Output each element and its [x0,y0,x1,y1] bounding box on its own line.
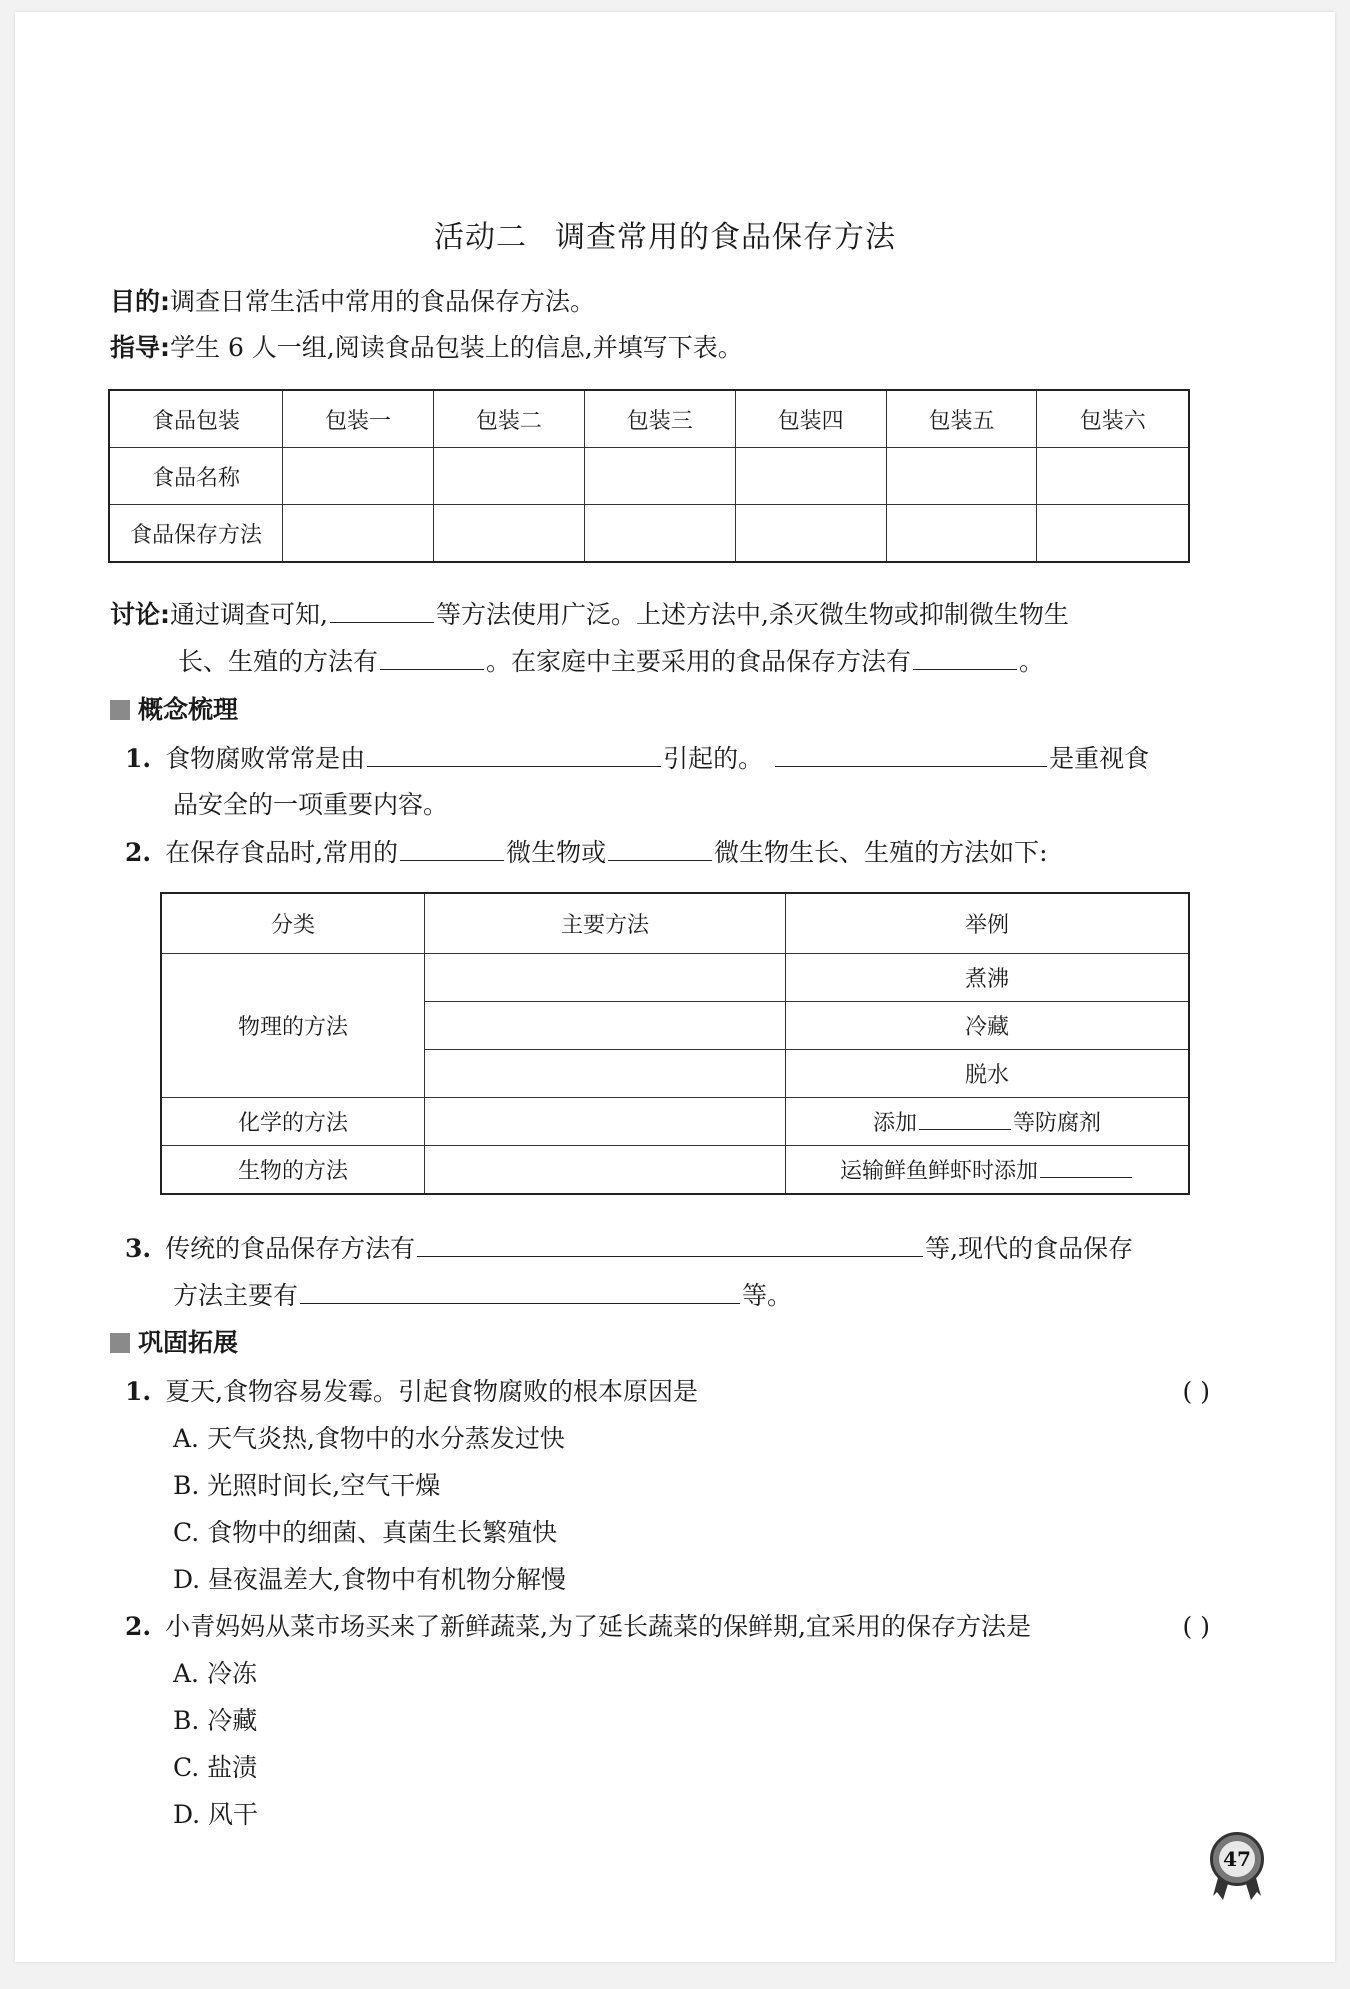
fill-cell[interactable] [283,448,434,505]
question-text: 微生物生长、生殖的方法如下: [714,838,1048,867]
fill-cell[interactable] [433,448,584,505]
answer-blank[interactable] [608,834,712,861]
fill-cell[interactable] [283,505,434,563]
answer-blank[interactable] [330,596,434,623]
section-consolidation [110,1325,238,1361]
question-text: 是重视食 [1049,744,1150,773]
guide-line [110,330,743,366]
question-3 [125,1230,1133,1267]
discussion-line-1 [110,596,1069,633]
fill-cell[interactable] [425,1050,786,1098]
question-text: 品安全的一项重要内容。 [173,790,449,819]
option-a[interactable]: A. 冷冻 [173,1659,257,1688]
fill-cell[interactable] [433,505,584,563]
preservation-methods-table [160,892,1190,1195]
example-cell-biological [786,1146,1190,1195]
question-text: 等。 [742,1281,793,1310]
answer-blank[interactable] [913,643,1017,670]
section-title: 巩固拓展 [138,1328,239,1357]
table-header-cell: 包装三 [584,390,735,448]
question-3-cont [173,1277,792,1314]
table-row [109,448,1189,505]
question-text: 夏天,食物容易发霉。引起食物腐败的根本原因是 [165,1377,699,1406]
fill-cell[interactable] [886,505,1037,563]
table-row [161,1098,1189,1146]
question-1-cont [173,787,448,823]
table-header-cell: 举例 [786,893,1190,954]
question-text: 微生物或 [506,838,607,867]
answer-blank[interactable] [380,643,484,670]
option-d[interactable]: D. 风干 [173,1800,259,1829]
fill-cell[interactable] [425,954,786,1002]
fill-cell[interactable] [584,448,735,505]
row-label-food-name: 食品名称 [109,448,283,505]
question-number: 1. [125,744,152,773]
purpose-label: 目的: [110,287,170,316]
example-text: 等防腐剂 [1013,1111,1102,1136]
example-cell: 煮沸 [786,954,1190,1002]
discussion-text: 。 [1019,647,1045,676]
example-cell: 冷藏 [786,1002,1190,1050]
example-cell-chemical [786,1098,1190,1146]
table-header-cell: 包装四 [735,390,886,448]
package-survey-table [108,389,1190,563]
mc-question-2 [125,1609,1031,1645]
discussion-text: 通过调查可知, [170,600,328,629]
table-header-cell: 包装二 [433,390,584,448]
category-physical: 物理的方法 [161,954,425,1098]
category-biological: 生物的方法 [161,1146,425,1195]
section-title: 概念梳理 [138,695,239,724]
fill-cell[interactable] [1037,448,1189,505]
example-text: 运输鲜鱼鲜虾时添加 [839,1159,1038,1184]
table-row [161,1146,1189,1195]
option-a[interactable]: A. 天气炎热,食物中的水分蒸发过快 [173,1424,565,1453]
guide-label: 指导: [110,333,170,362]
fill-cell[interactable] [886,448,1037,505]
question-text: 食物腐败常常是由 [165,744,366,773]
answer-blank[interactable] [300,1277,740,1304]
table-header-row [109,390,1189,448]
answer-blank[interactable] [400,834,504,861]
answer-parentheses[interactable]: ( ) [1182,1612,1210,1641]
option-c[interactable]: C. 食物中的细菌、真菌生长繁殖快 [173,1518,558,1547]
discussion-text: 长、生殖的方法有 [178,647,379,676]
discussion-line-2 [178,643,1044,680]
table-header-cell: 主要方法 [425,893,786,954]
question-number: 3. [125,1234,152,1263]
row-label-storage-method: 食品保存方法 [109,505,283,563]
table-header-cell: 包装一 [283,390,434,448]
table-row [109,505,1189,563]
option-b[interactable]: B. 光照时间长,空气干燥 [173,1471,441,1500]
fill-cell[interactable] [425,1146,786,1195]
activity-title [15,212,1315,256]
question-number: 1. [125,1377,152,1406]
guide-text: 学生 6 人一组,阅读食品包装上的信息,并填写下表。 [170,333,743,362]
question-text: 等,现代的食品保存 [925,1234,1134,1263]
table-header-cell: 分类 [161,893,425,954]
option-d[interactable]: D. 昼夜温差大,食物中有机物分解慢 [173,1565,566,1594]
section-concept-review [110,692,238,728]
fill-cell[interactable] [425,1002,786,1050]
purpose-text: 调查日常生活中常用的食品保存方法。 [170,287,596,316]
page-number: 47 [1219,1841,1255,1877]
question-text: 方法主要有 [173,1281,299,1310]
answer-blank[interactable] [417,1230,923,1257]
fill-cell[interactable] [735,505,886,563]
question-text: 小青妈妈从菜市场买来了新鲜蔬菜,为了延长蔬菜的保鲜期,宜采用的保存方法是 [165,1612,1032,1641]
question-number: 2. [125,1612,152,1641]
question-text: 引起的。 [663,744,764,773]
example-cell: 脱水 [786,1050,1190,1098]
question-text: 在保存食品时,常用的 [165,838,399,867]
fill-cell[interactable] [735,448,886,505]
answer-blank[interactable] [775,740,1047,767]
question-2 [125,834,1048,871]
answer-blank[interactable] [1040,1155,1132,1178]
page-number-badge [1210,1832,1264,1886]
workbook-page [15,12,1335,1962]
table-header-row [161,893,1189,954]
question-text: 传统的食品保存方法有 [165,1234,416,1263]
answer-blank[interactable] [367,740,661,767]
example-text: 添加 [872,1111,917,1136]
option-b[interactable]: B. 冷藏 [173,1706,258,1735]
question-1 [125,740,1149,777]
activity-label: 活动二 [434,220,527,255]
activity-topic: 调查常用的食品保存方法 [555,220,896,255]
mc-question-1 [125,1374,698,1410]
question-number: 2. [125,838,152,867]
table-header-cell: 包装五 [886,390,1037,448]
fill-cell[interactable] [584,505,735,563]
table-header-cell: 食品包装 [109,390,283,448]
table-header-cell: 包装六 [1037,390,1189,448]
section-square-icon [110,700,130,720]
table-row [161,954,1189,1002]
purpose-line [110,284,595,320]
answer-parentheses[interactable]: ( ) [1182,1377,1210,1406]
discussion-text: 等方法使用广泛。上述方法中,杀灭微生物或抑制微生物生 [435,600,1069,629]
option-c[interactable]: C. 盐渍 [173,1753,258,1782]
fill-cell[interactable] [425,1098,786,1146]
discussion-label: 讨论: [110,600,170,629]
answer-blank[interactable] [919,1107,1011,1130]
discussion-text: 。在家庭中主要采用的食品保存方法有 [486,647,912,676]
category-chemical: 化学的方法 [161,1098,425,1146]
fill-cell[interactable] [1037,505,1189,563]
section-square-icon [110,1333,130,1353]
